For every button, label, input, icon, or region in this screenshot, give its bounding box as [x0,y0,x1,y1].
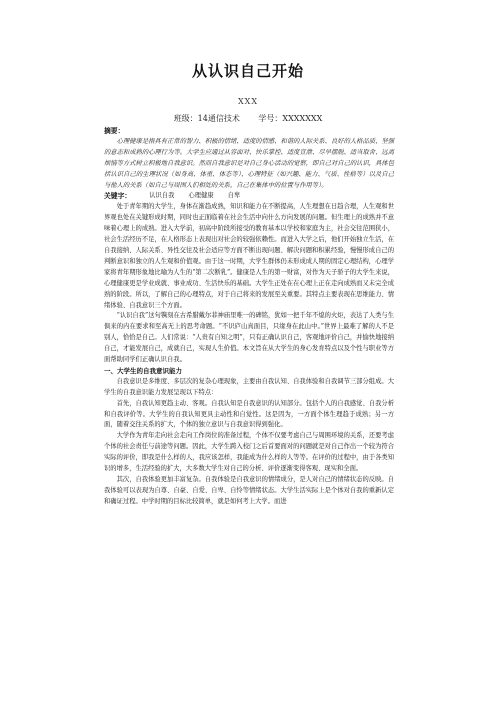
keywords-label: 关键字： [104,192,132,201]
keyword-item: 心理健康 [188,192,214,200]
body-paragraph: 首先，自我认知更趋主动、客观。自我认知是自我意识的认知部分。包括个人的自我感觉、自我分析和自我评价等。大学生的自我认知更具主动性和自觉性。这是因为，一方面个体生理趋于成熟；另一方面，随着交往关系的扩大，个体的独立意识与自我意识得到强化。 [104,399,394,429]
body-paragraph: “认识自我”这句镌刻在古希腊戴尔菲神庙里唯一的碑铭，犹如一把千年不熄的火炬，表达了人类与生俱来的内在要求和至高无上的思考命题。“不识庐山真面目，只缘身在此山中。”世界上最难了解的人不是别人，恰恰是自己。人们常说：“人贵有自知之明”，只有正确认识自己，客观地评价自己，并愉快地接纳自己，才能发展自己，成就自己，实现人生价值。本文旨在从大学生的身心发育特点以及个性与职业等方面帮助同学们正确认识自我。 [104,312,394,364]
author-name: XXX [237,97,259,106]
body-paragraph: 其次，自我体验更加丰富复杂。自我体验是自我意识的情绪成分，是人对自己的情绪状态的反映。自我体验可以表现为自尊、自豪、自爱、自卑、自怜等情绪状态。大学生活实际上是个体对自我的重新认定和确证过程。中学时期的目标比较简单，就是如何考上大学。而进 [104,476,394,505]
body-paragraph: 大学作为青年走向社会走向工作岗位的准备过程，个体不仅要考虑自己与周围环境的关系，还要考虑个体的社会责任与前途等问题。因此，大学生跨入校门之后首要面对的问题就是对自己作出一个较为符合实际的评价，即我是什么样的人，我应该怎样，我能成为什么样的人等等。在评价的过程中，由于各类知识的增多，生活经验的扩大，大多数大学生对自己的分析、评价逐渐变得客观、现实和全面。 [104,432,394,473]
student-id: 学号：XXXXXXX [258,114,323,123]
author-meta [0,113,496,124]
body-paragraph: 处于青年期的大学生，身体在渐趋成熟，知识和能力在不断提高，人生理想在日趋合理，人生观和世界观也处在关键形成时期，同时也正面临着在社会生活中向什么方向发展的问题。但生理上的成熟并不意味着心理上的成熟。进入大学前，初高中阶段所接受的教育基本以学校和家庭为主，社会交往范围狭小，社会生活经历不足，在人格形态上表现出对社会的较强依赖性。而进入大学之后，他们开始独立生活，在自我接纳、人际关系、异性交往及社会适应等方面不断出现问题、解决问题和积累经验，慢慢形成自己的判断意识和独立的人生观和价值观。由于这一时期，大学生群体仍未形成成人期的固定心理结构，心理学家将青年期形象地比喻为人生的“第二次断乳”。健康是人生的第一财富，对作为天子骄子的大学生来说，心理健康更是学业成就、事业成功、生活快乐的基础。大学生正处在在心理上正在走向成熟而又未完全成熟的阶段。所以，了解自己的心理特点，对于自己将来的发展至关重要。其特点主要表现在思维能力、情绪体验、自我意识三个方面。 [104,203,394,309]
abstract-section [104,126,394,191]
document-body [104,126,394,508]
keywords-row [104,191,394,202]
document-title: 从认识自己开始 [191,62,304,80]
abstract-text: 心理健康是指具有正常的智力、积极的情绪、适度的情感、和谐的人际关系、良好的人格品质、坚强的意志和成熟的心理行为等。大学生应通过从容面对、快乐掌控、适度宣泄、尽早摆脱、适当取舍、远离烦恼等方式树立积极地自我意识。然而自我意识是对自己身心活动的觉察，即自己对自己的认识，具体包括认识自己的生理状况（如身高、体重、体态等）、心理特征（如兴趣、能力、气质、性格等）以及自己与他人的关系（如自己与周围人们相处的关系，自己在集体中的位置与作用等）。 [104,137,394,189]
keyword-item: 自卑 [227,192,241,200]
class-info: 班级：14通信技术 [173,114,240,123]
section-heading: 一、大学生的自我意识能力 [104,366,182,375]
keyword-item: 认识自我 [149,192,175,200]
abstract-label: 摘要： [104,127,125,135]
body-paragraph: 自我意识是多维度、多层次的复杂心理现象，主要由自我认知、自我体验和自我调节三部分组成。大学生的自我意识能力发展呈现以下特点： [104,377,394,396]
